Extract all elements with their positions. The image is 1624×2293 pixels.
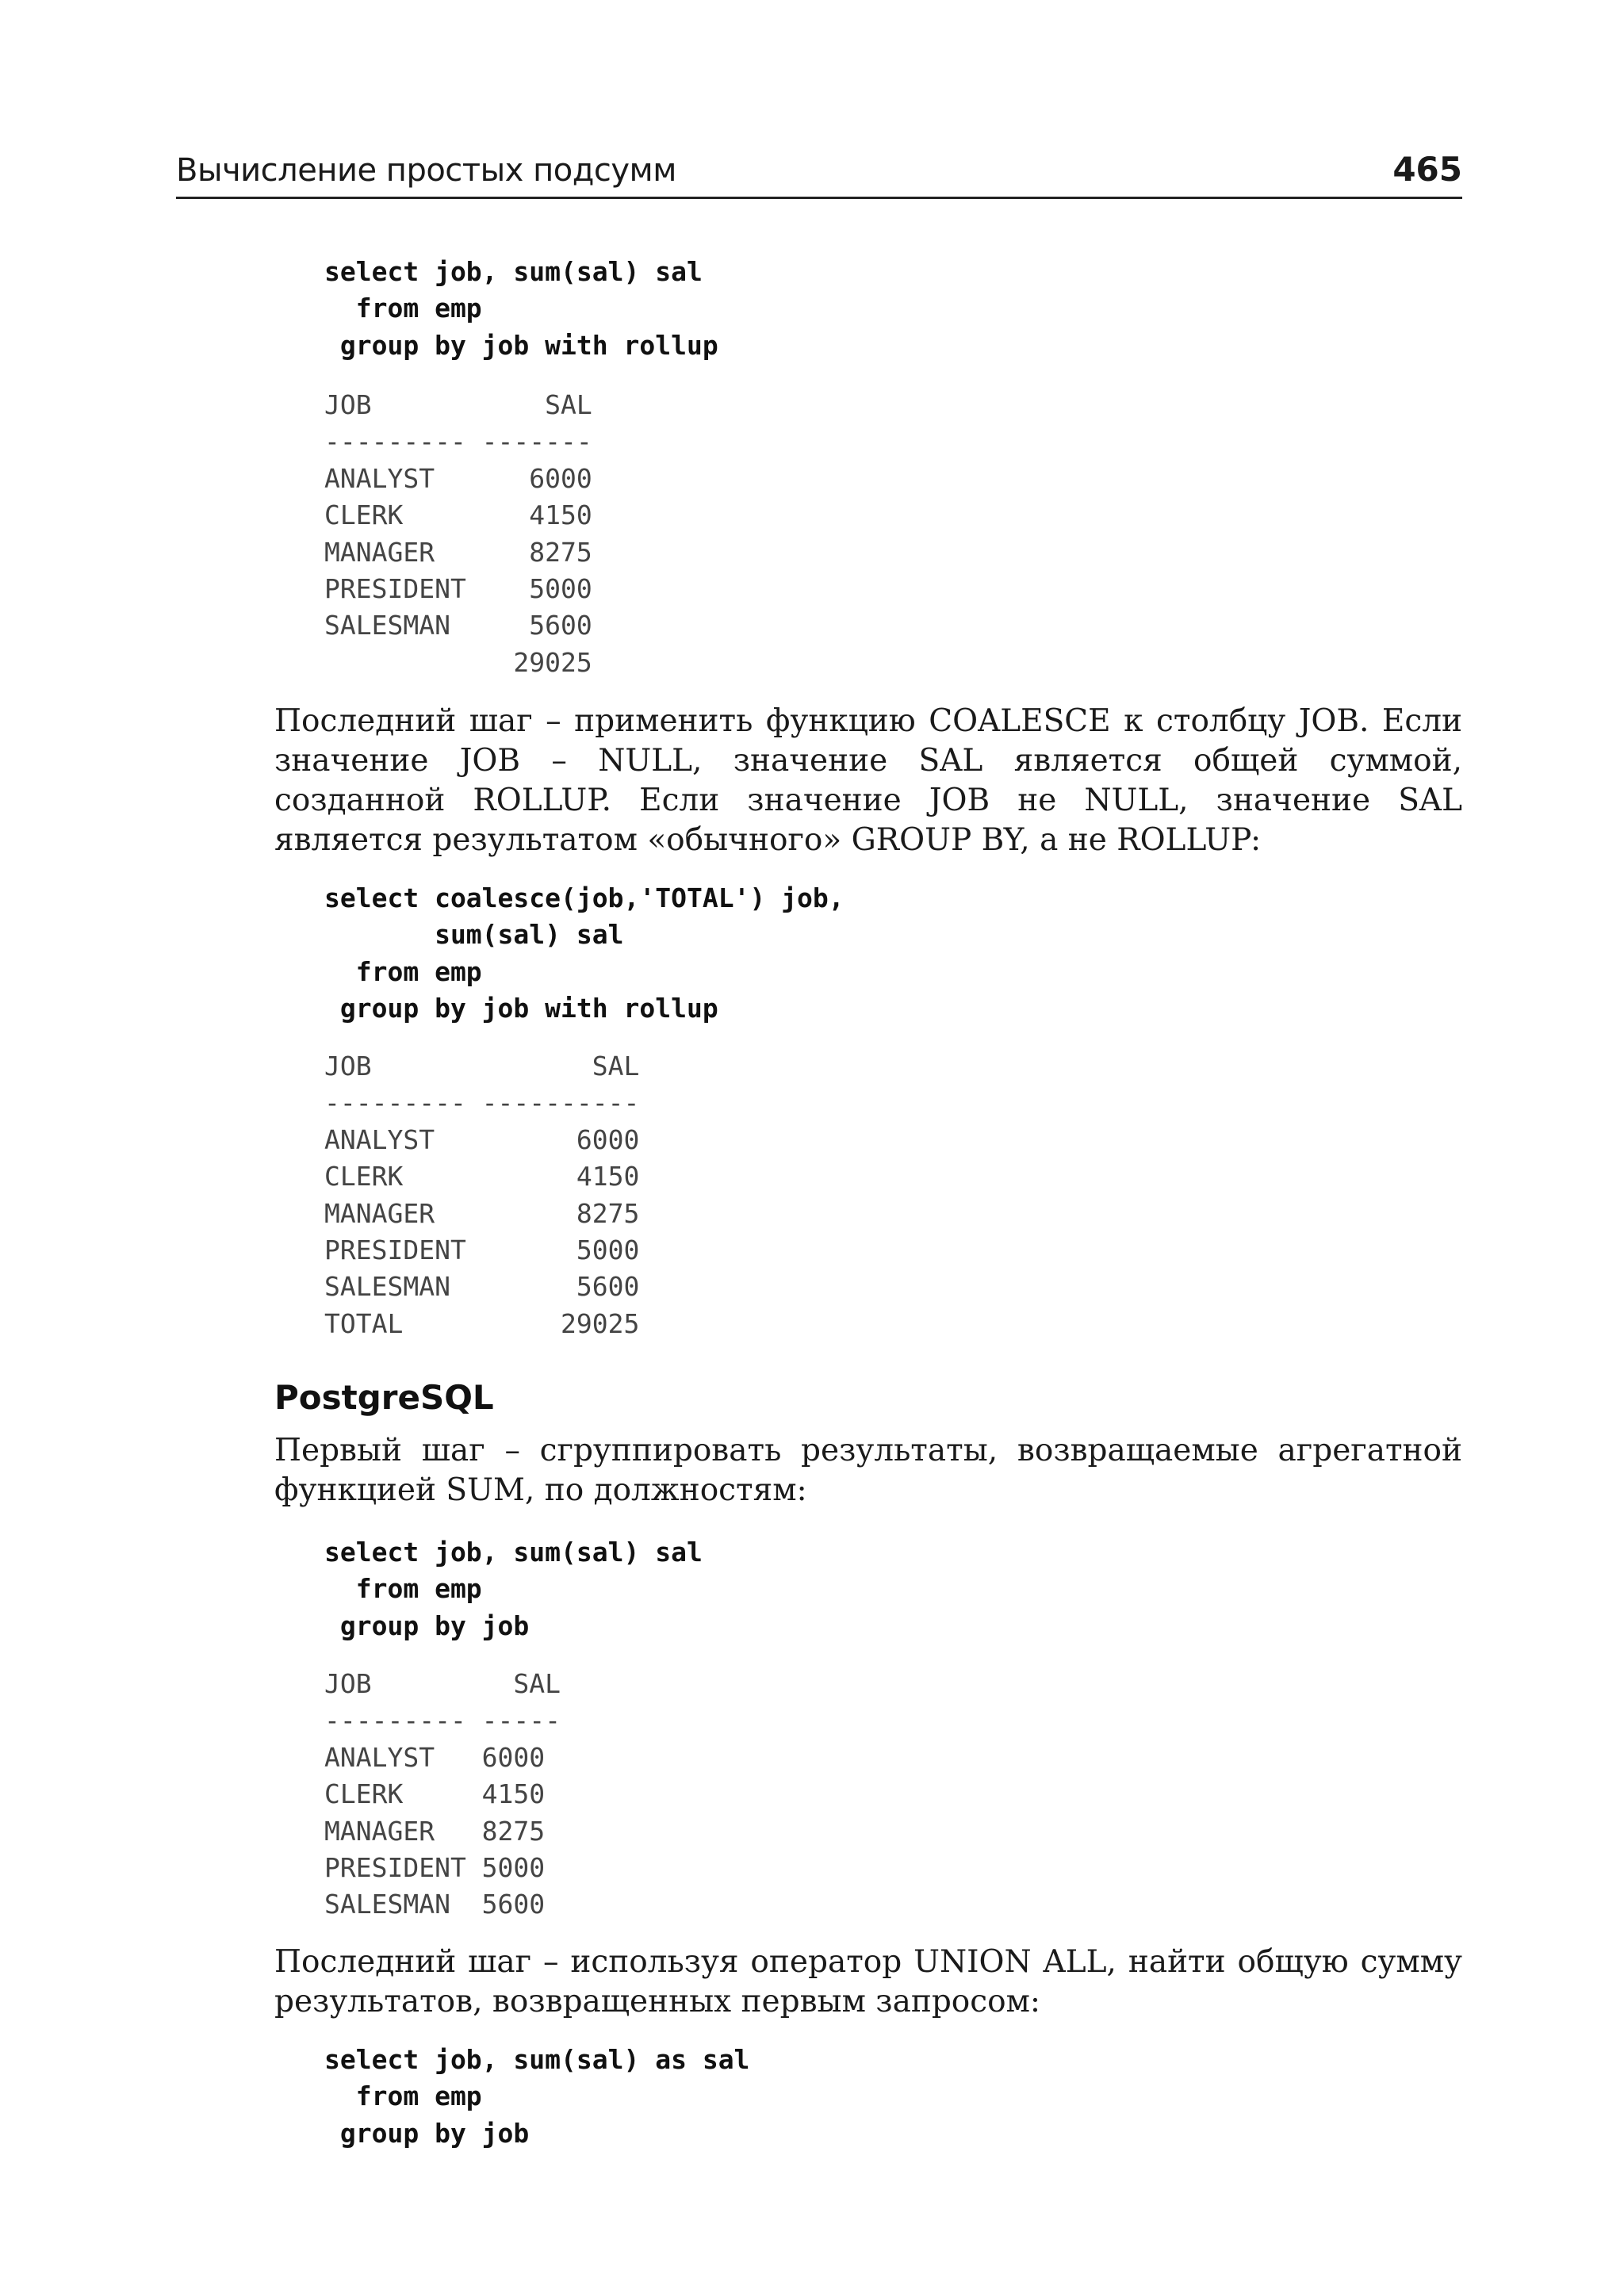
running-header [176,149,1462,199]
output-table-coalesce: JOB SAL --------- ---------- ANALYST 6000 CLERK 4150 MANAGER 8275 PRESIDENT 5000 SALESMAN 5600 TOTAL 29025 [324,1051,640,1339]
section-heading-postgresql: PostgreSQL [274,1378,494,1417]
output-table-group: JOB SAL --------- ----- ANALYST 6000 CLERK 4150 MANAGER 8275 PRESIDENT 5000 SALESMAN 5600 [324,1668,561,1920]
output-table-rollup: JOB SAL --------- ------- ANALYST 6000 CLERK 4150 MANAGER 8275 PRESIDENT 5000 SALESMAN 5600 29025 [324,389,592,678]
code-block-group-query: select job, sum(sal) sal from emp group by job [324,1537,703,1641]
header-title: Вычисление простых подсумм [176,152,676,189]
paragraph-coalesce-step: Последний шаг – применить функцию COALESCE к столбцу JOB. Если значение JOB – NULL, значение SAL является общей суммой, созданной ROLLUP. Если значение JOB не NULL, значение SAL является результатом «обычного» GROUP BY, а не ROLLUP: [274,703,1462,858]
page-number: 465 [1392,150,1462,189]
paragraph-union-step: Последний шаг – используя оператор UNION ALL, найти общую сумму результатов, возвращенных первым запросом: [274,1944,1462,2019]
code-block-coalesce-query: select coalesce(job,'TOTAL') job, sum(sal) sal from emp group by job with rollup [324,882,845,1024]
code-block-rollup-query: select job, sum(sal) sal from emp group by job with rollup [324,256,718,361]
paragraph-group-step: Первый шаг – сгруппировать результаты, возвращаемые агрегатной функцией SUM, по должностям: [274,1433,1462,1508]
code-block-union-query: select job, sum(sal) as sal from emp group by job [324,2044,750,2149]
